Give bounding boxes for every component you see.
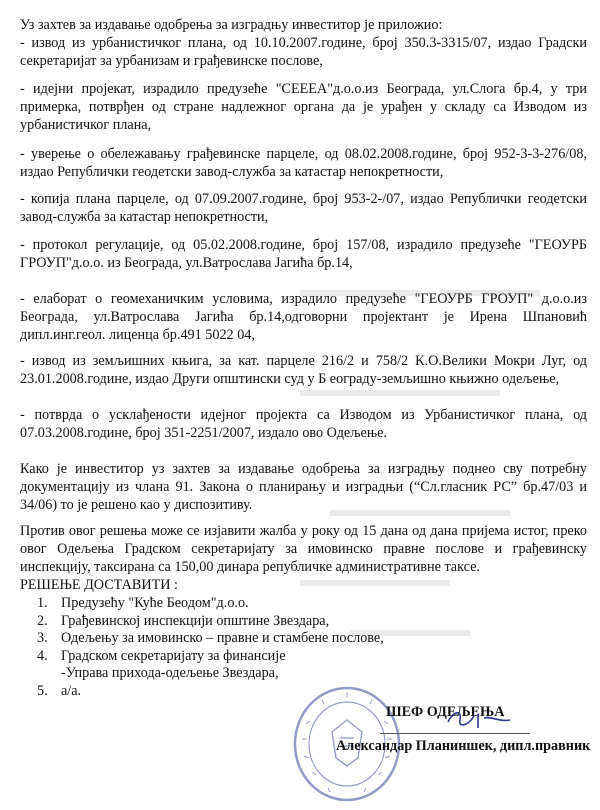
- attachment-item: - извод из земљишних књига, за кат. парцеле 216/2 и 758/2 К.О.Велики Мокри Луг, од 23.01.2008.године, издао Други општински суд у Б еограду-земљишно књижно одељење,: [20, 353, 587, 387]
- reasoning-paragraph: Како је инвеститор уз захтев за издавање одобрења за изградњу поднео сву потребну документацију из члана 91. Закона о планирању и изградњи (“Сл.гласник РС” бр.47/03 и 34/06) то је решено као у диспозитиву.: [20, 461, 587, 513]
- delivery-item-text: а/а.: [61, 682, 82, 699]
- attachment-item: - потврда о усклађености идејног пројекта са Изводом из Урбанистичког плана, од 07.03.2008.године, број 351-2251/2007, издало ово Одељење.: [20, 407, 587, 441]
- attachment-item: - извод из урбанистичког плана, од 10.10.2007.године, број 350.3-3315/07, издао Градски секретаријат за урбанизам и грађевинске послове,: [20, 35, 587, 69]
- attachment-item: - уверење о обележавању грађевинске парцеле, од 08.02.2008.године, број 952-3-3-276/08, издао Републички геодетски завод-служба за катастар непокретности,: [20, 146, 587, 180]
- signatory-name: Александар Планиншек, дипл.правник: [336, 738, 591, 754]
- delivery-heading: РЕШЕЊЕ ДОСТАВИТИ :: [20, 577, 178, 593]
- handwritten-signature-icon: [440, 704, 520, 734]
- delivery-item-text: Грађевинској инспекцији општине Звездара,: [61, 612, 330, 629]
- delivery-item-number: 5.: [37, 682, 48, 699]
- delivery-item-subtext: -Управа прихода-одељење Звездара,: [61, 665, 279, 681]
- appeal-paragraph: Против овог решења може се изјавити жалба у року од 15 дана од дана пријема истог, преко овог Одељења Градском секретаријату за имовинско правне послове и грађевинску инспекцију, таксирана са 150,00 динара републичке административне таксе.: [20, 523, 587, 575]
- delivery-item-text: Градском секретаријату за финансије: [61, 647, 286, 664]
- intro-line: Уз захтев за издавање одобрења за изградњу инвеститор је приложио:: [20, 17, 443, 33]
- attachment-item: - идејни пројекат, израдило предузеће "СЕЕЕА"д.о.о.из Београда, ул.Слога бр.4, у три примерка, потврђен од стране надлежног органа да је урађен у складу са Изводом из урбанистичког плана,: [20, 81, 587, 133]
- delivery-item-number: 3.: [37, 630, 48, 646]
- delivery-item: [37, 630, 384, 648]
- delivery-item-number: 2.: [37, 612, 48, 629]
- signature-line: [380, 733, 530, 734]
- chief-title: ШЕФ ОДЕЉЕЊА: [386, 704, 505, 720]
- attachment-item: - протокол регулације, од 05.02.2008.године, број 157/08, израдило предузеће "ГЕОУРБ ГРОУП"д.о.о. из Београда, ул.Ватрослава Јагића бр.14,: [20, 237, 587, 271]
- delivery-item: [37, 648, 384, 683]
- delivery-item: [37, 613, 384, 631]
- delivery-item-text: Предузећу "Куће Беодом"д.о.о.: [61, 595, 249, 611]
- delivery-item-number: 4.: [37, 647, 48, 664]
- delivery-item-number: 1.: [37, 595, 48, 611]
- delivery-item-text: Одељењу за имовинско – правне и стамбене послове,: [61, 630, 384, 646]
- delivery-item: [37, 595, 384, 613]
- attachment-item: - елаборат о геомеханичким условима, израдило предузеће "ГЕОУРБ ГРОУП" д.о.о.из Београда, ул.Ватрослава Јагића бр.14,одговорни пројектант је Ирена Шпановић дипл.инг.геол. лиценца бр.491 5022 04,: [20, 291, 587, 343]
- attachment-item: - копија плана парцеле, од 07.09.2007.године, број 953-2-/07, издао Републички геодетски завод-служба за катастар непокретности,: [20, 191, 587, 225]
